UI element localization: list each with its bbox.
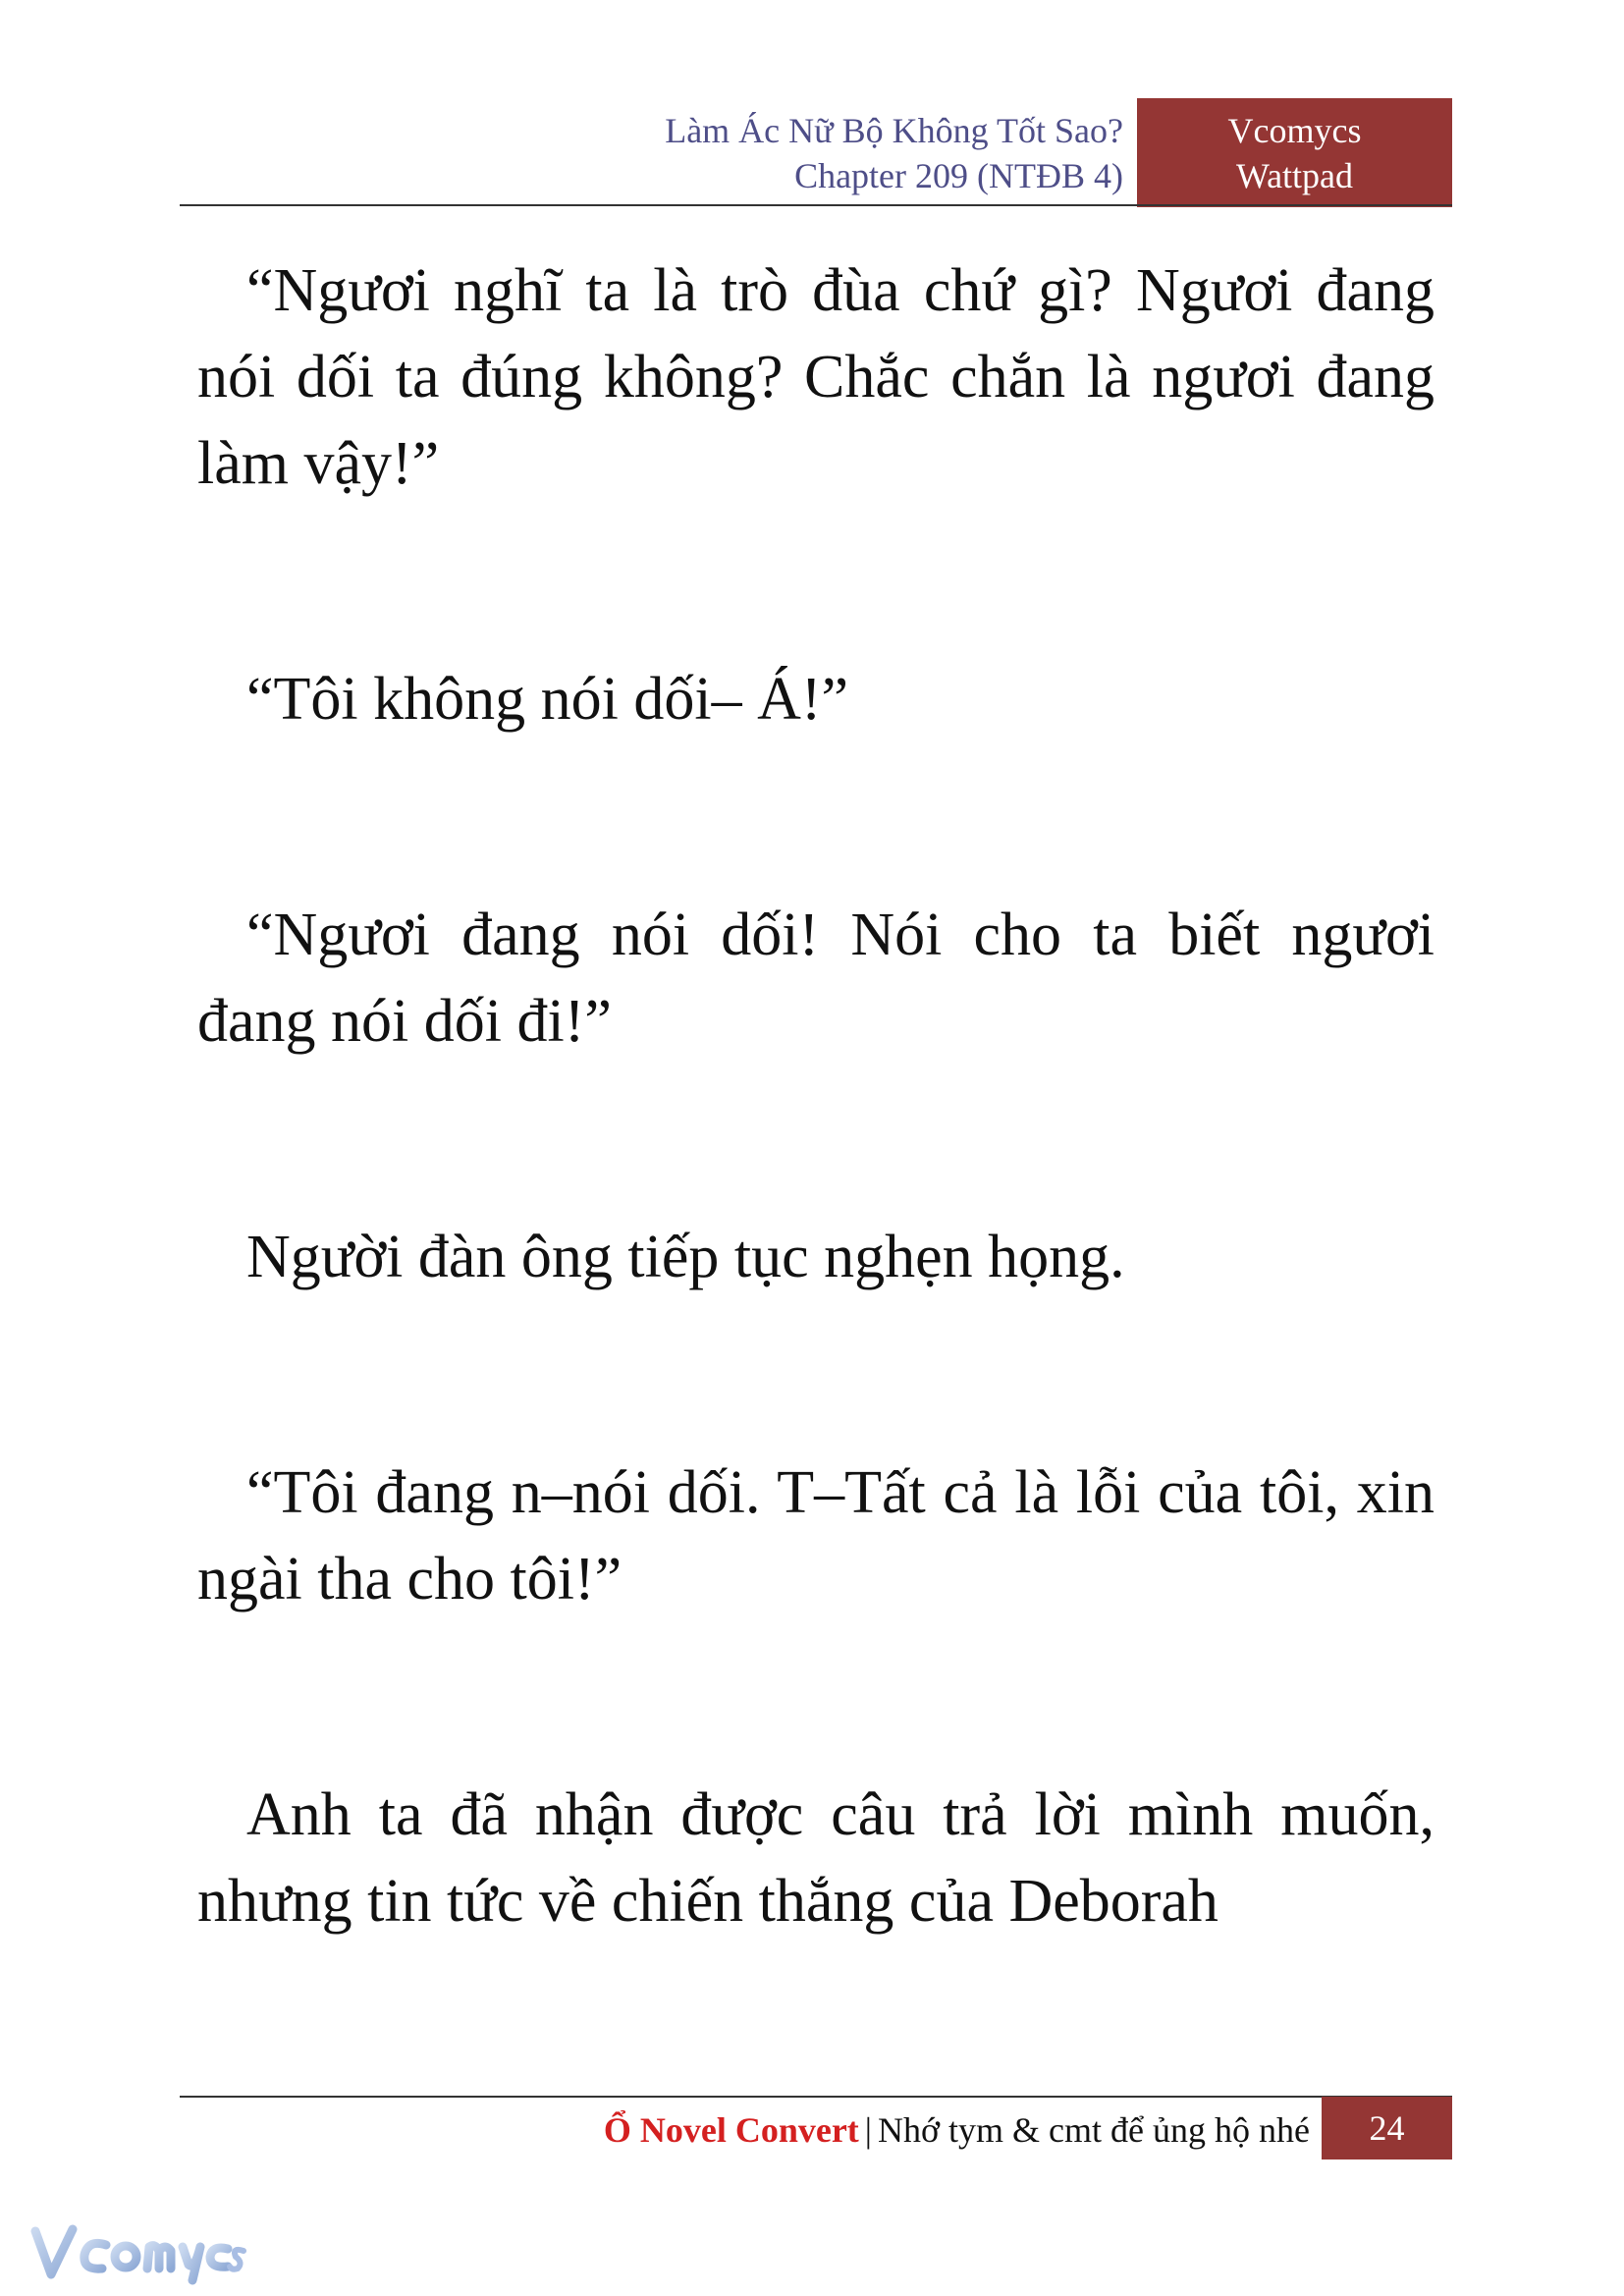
- footer-divider: [180, 2096, 1452, 2098]
- footer-message: Nhớ tym & cmt để ủng hộ nhé: [878, 2110, 1310, 2150]
- page-number: 24: [1322, 2097, 1452, 2159]
- header-title: [665, 108, 1123, 198]
- footer-brand: Ổ Novel Convert: [603, 2110, 859, 2150]
- header-badge-line1: Vcomycs: [1227, 111, 1362, 150]
- header-book-title: Làm Ác Nữ Bộ Không Tốt Sao?: [665, 111, 1123, 150]
- footer-separator: |: [864, 2110, 873, 2150]
- vcomycs-logo-icon: [27, 2221, 253, 2286]
- page-content: [197, 247, 1435, 1944]
- page-header: [180, 98, 1452, 207]
- paragraph: “Ngươi nghĩ ta là trò đùa chứ gì? Ngươi đang nói dối ta đúng không? Chắc chắn là ngươi đang làm vậy!”: [197, 257, 1435, 497]
- header-badge: [1137, 98, 1452, 207]
- paragraph: “Tôi đang n–nói dối. T–Tất cả là lỗi của tôi, xin ngài tha cho tôi!”: [197, 1459, 1435, 1613]
- header-chapter-title: Chapter 209 (NTĐB 4): [794, 156, 1123, 195]
- paragraph: Người đàn ông tiếp tục nghẹn họng.: [246, 1224, 1125, 1290]
- header-divider: [180, 204, 1452, 206]
- footer-text: [604, 2107, 1310, 2153]
- paragraph: “Ngươi đang nói dối! Nói cho ta biết ngươi đang nói dối đi!”: [197, 902, 1435, 1055]
- paragraph: Anh ta đã nhận được câu trả lời mình muốn, nhưng tin tức về chiến thắng của Deborah: [197, 1781, 1435, 1935]
- paragraph: “Tôi không nói dối– Á!”: [246, 666, 849, 733]
- header-badge-line2: Wattpad: [1235, 156, 1354, 195]
